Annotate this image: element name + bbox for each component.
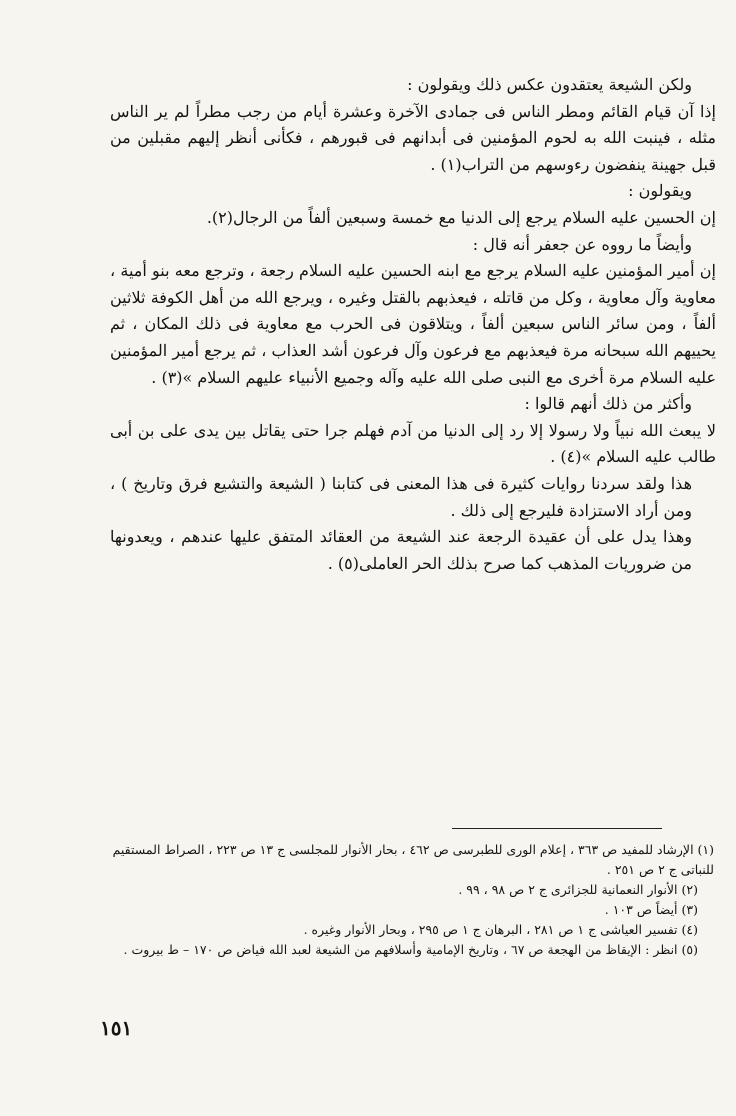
paragraph-narrations: هذا ولقد سردنا روايات كثيرة فى هذا المعنى فى كتابنا ( الشيعة والتشيع فرق وتاريخ ) ، ومن أراد الاستزادة فليرجع إلى ذلك .: [110, 473, 692, 520]
footnote-3: (٣) أيضاً ص ١٠٣ .: [604, 902, 698, 917]
paragraph-quote-husayn: إن الحسين عليه السلام يرجع إلى الدنيا مع خمسة وسبعين ألفاً من الرجال(٢).: [206, 207, 716, 227]
paragraph-they-say: ويقولون :: [628, 181, 692, 201]
paragraph-conclusion: وهذا يدل على أن عقيدة الرجعة عند الشيعة من العقائد المتفق عليها عندهم ، ويعدونها من ضروريات المذهب كما صرح بذلك الحر العاملى(٥) .: [110, 527, 692, 573]
footnote-5: (٥) انظر : الإيقاظ من الهجعة ص ٦٧ ، وتاريخ الإمامية وأسلافهم من الشيعة لعبد الله فياض ص ١٧٠ – ط بيروت .: [123, 942, 698, 957]
paragraph-intro: ولكن الشيعة يعتقدون عكس ذلك ويقولون :: [407, 75, 692, 94]
main-text: [110, 72, 716, 577]
paragraph-jafar-intro: وأيضاً ما رووه عن جعفر أنه قال :: [472, 234, 692, 254]
page-number: ١٥١: [100, 1016, 133, 1040]
footnotes: [84, 840, 714, 960]
paragraph-quote-prophets: لا يبعث الله نبياً ولا رسولا إلا رد إلى الدنيا من آدم فهلم جرا حتى يقاتل بين يدى على بن أبى طالب عليه السلام »(٤) .: [110, 420, 716, 467]
paragraph-quote-amir: إن أمير المؤمنين عليه السلام يرجع مع ابنه الحسين عليه السلام رجعة ، وترجع معه بنو أمية ، معاوية وآل معاوية ، وكل من قاتله ، فيعذبهم بالقتل وغيره ، ويرجع الله من أهل الكوفة ثلاثين ألفاً ، ومن سائر الناس سبعين ألفاً ، ويتلاقون فى الحرب مع معاوية فى ذلك المكان ، ثم يحييهم الله سبحانه مرة فيعذبهم مع فرعون وآل فرعون أشد العذاب ، ثم يرجع أمير المؤمنين عليه السلام مرة أخرى مع النبى صلى الله عليه وآله وجميع الأنبياء عليهم السلام »(٣) .: [110, 261, 716, 387]
paragraph-more-intro: وأكثر من ذلك أنهم قالوا :: [524, 394, 692, 414]
footnote-1: (١) الإرشاد للمفيد ص ٣٦٣ ، إعلام الورى للطبرسى ص ٤٦٢ ، بحار الأنوار للمجلسى ج ١٣ ص ٢٢٣ ، الصراط المستقيم للنباتى ج ٢ ص ٢٥١ .: [112, 842, 714, 877]
footnote-2: (٢) الأنوار النعمانية للجزائرى ج ٢ ص ٩٨ ، ٩٩ .: [458, 882, 698, 897]
footnote-separator: [452, 828, 662, 829]
paragraph-quote-qaim: إذا آن قيام القائم ومطر الناس فى جمادى الآخرة وعشرة أيام من رجب مطراً لم ير الناس مثله ، فينبت الله به لحوم المؤمنين فى أبدانهم فى قبورهم ، فكأنى أنظر إليهم مقبلين من قبل جهينة ينفضون رءوسهم من التراب(١) .: [110, 101, 716, 174]
footnote-4: (٤) تفسير العياشى ج ١ ص ٢٨١ ، البرهان ج ١ ص ٢٩٥ ، وبحار الأنوار وغيره .: [303, 922, 698, 937]
